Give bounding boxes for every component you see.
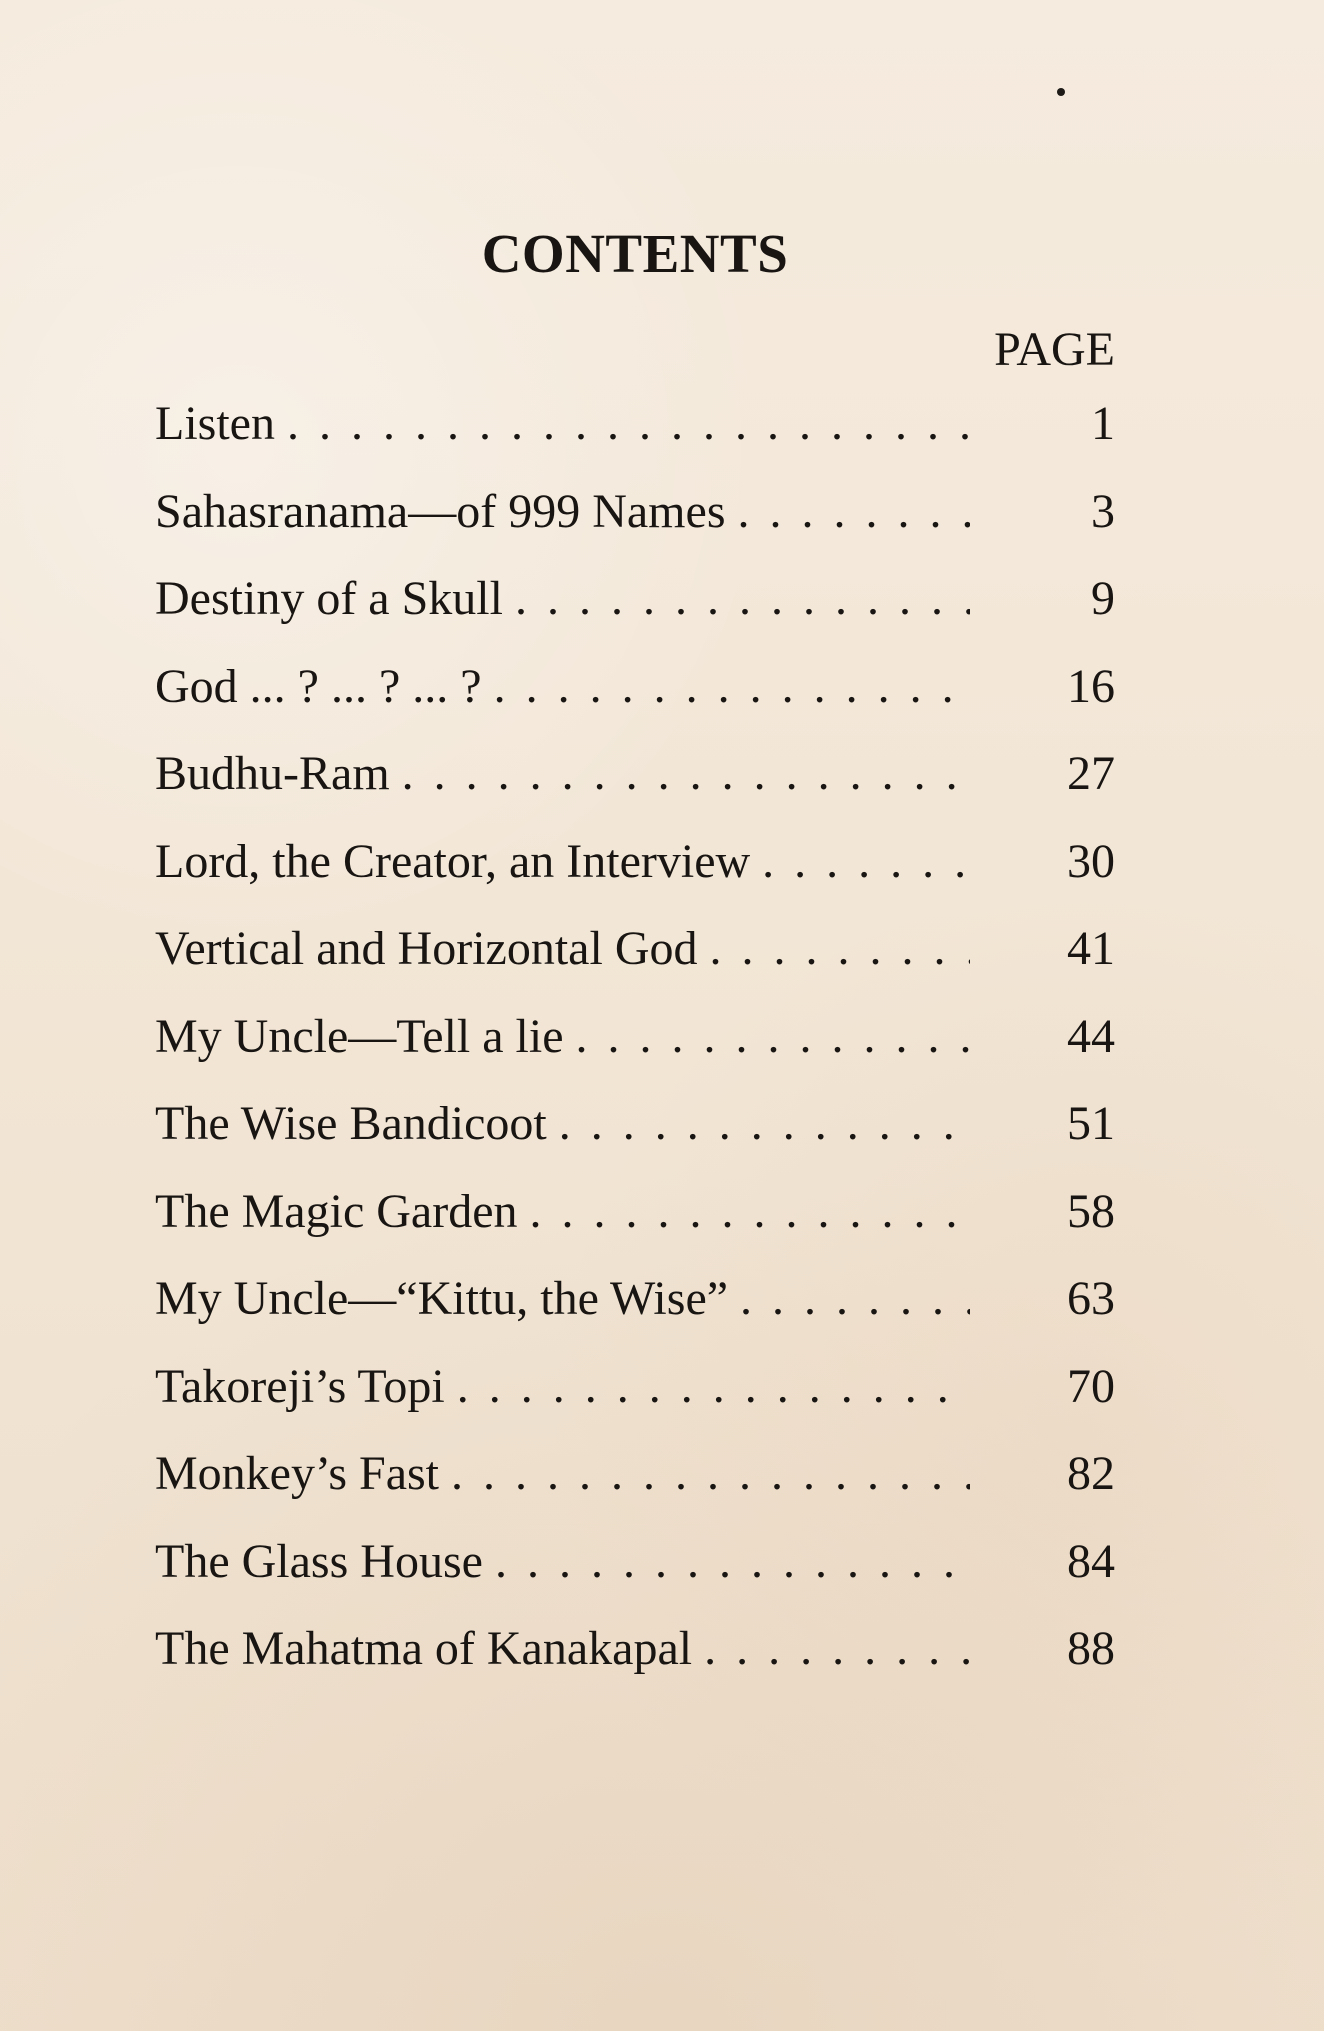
- dot-leader: [738, 488, 971, 536]
- toc-entry-page: 70: [1067, 1359, 1115, 1413]
- ink-speck: [1057, 88, 1065, 96]
- toc-entry-page: 16: [1067, 659, 1115, 713]
- toc-entry-page: 44: [1067, 1009, 1115, 1063]
- toc-entry: [155, 1359, 1115, 1451]
- contents-heading: CONTENTS: [481, 223, 789, 284]
- toc-entry-title: God ... ? ... ? ... ?: [155, 659, 482, 713]
- dot-leader: [287, 400, 970, 448]
- toc-entry: [155, 1097, 1115, 1188]
- toc-entry-page: 27: [1067, 747, 1115, 800]
- toc-entry-title: My Uncle—“Kittu, the Wise”: [155, 1272, 729, 1325]
- toc-entry-title: The Magic Garden: [155, 1184, 518, 1238]
- toc-entry-page: 9: [1091, 572, 1115, 625]
- toc-entry-title: Sahasranama—of 999 Names: [155, 484, 726, 538]
- toc-entry-title: Monkey’s Fast: [155, 1447, 440, 1500]
- toc-entry: [155, 1272, 1115, 1363]
- toc-entry-title: Lord, the Creator, an Interview: [155, 834, 751, 888]
- toc-entry-page: 30: [1067, 834, 1115, 888]
- dot-leader: [495, 1538, 970, 1586]
- toc-entry-page: 1: [1091, 397, 1115, 450]
- table-of-contents: [155, 397, 1115, 1713]
- toc-entry: [155, 659, 1115, 751]
- toc-entry-title: Budhu-Ram: [155, 747, 390, 800]
- toc-entry: [155, 1009, 1115, 1101]
- toc-entry: [155, 572, 1115, 663]
- dot-leader: [740, 1275, 970, 1323]
- dot-leader: [709, 925, 970, 973]
- toc-entry-page: 58: [1067, 1184, 1115, 1238]
- toc-entry-page: 88: [1067, 1622, 1115, 1675]
- dot-leader: [402, 750, 970, 798]
- toc-entry-page: 41: [1067, 922, 1115, 975]
- toc-entry: [155, 1447, 1115, 1538]
- toc-entry: [155, 1184, 1115, 1276]
- toc-entry-title: Listen: [155, 397, 275, 450]
- dot-leader: [559, 1100, 970, 1148]
- toc-entry: [155, 834, 1115, 926]
- toc-entry-title: My Uncle—Tell a lie: [155, 1009, 564, 1063]
- dot-leader: [762, 838, 970, 886]
- toc-entry: [155, 922, 1115, 1013]
- toc-entry-title: Vertical and Horizontal God: [155, 922, 698, 975]
- page-column-label: PAGE: [994, 323, 1115, 376]
- dot-leader: [530, 1188, 970, 1236]
- dot-leader: [451, 1450, 970, 1498]
- dot-leader: [515, 575, 970, 623]
- toc-entry-page: 51: [1067, 1097, 1115, 1150]
- toc-entry: [155, 1622, 1115, 1713]
- dot-leader: [704, 1625, 970, 1673]
- toc-entry-page: 82: [1067, 1447, 1115, 1500]
- toc-entry: [155, 484, 1115, 576]
- dot-leader: [457, 1363, 970, 1411]
- toc-entry-title: The Mahatma of Kanakapal: [155, 1622, 693, 1675]
- toc-entry-title: The Wise Bandicoot: [155, 1097, 547, 1150]
- toc-entry-page: 84: [1067, 1534, 1115, 1588]
- toc-entry: [155, 397, 1115, 488]
- toc-entry: [155, 1534, 1115, 1626]
- toc-entry-page: 63: [1067, 1272, 1115, 1325]
- toc-entry: [155, 747, 1115, 838]
- dot-leader: [494, 663, 970, 711]
- dot-leader: [576, 1013, 970, 1061]
- toc-entry-page: 3: [1091, 484, 1115, 538]
- toc-entry-title: The Glass House: [155, 1534, 483, 1588]
- toc-entry-title: Destiny of a Skull: [155, 572, 503, 625]
- toc-entry-title: Takoreji’s Topi: [155, 1359, 445, 1413]
